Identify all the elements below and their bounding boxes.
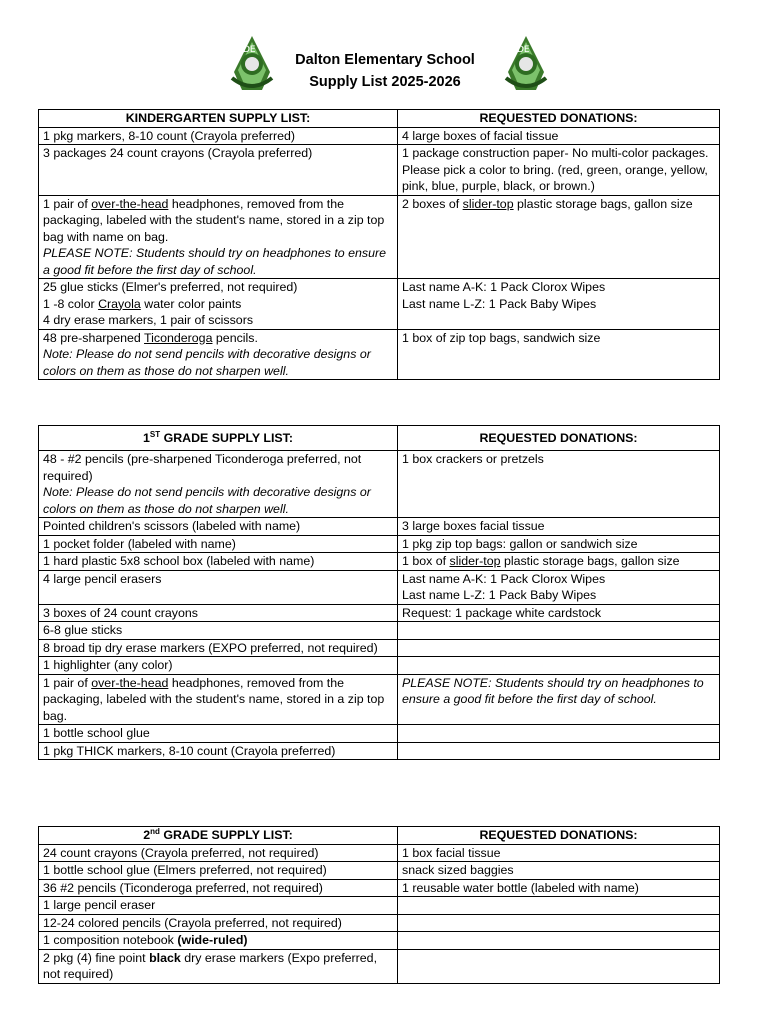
donation-cell: 1 pkg zip top bags: gallon or sandwich size — [398, 535, 720, 553]
table-row — [39, 742, 720, 760]
table-row — [39, 879, 720, 897]
supply-cell: 3 packages 24 count crayons (Crayola preferred) — [39, 145, 398, 196]
kindergarten-supply-header: KINDERGARTEN SUPPLY LIST: — [39, 110, 398, 128]
note-text: Note: Please do not send pencils with decorative designs or colors on them as those do not sharpen well. — [43, 485, 371, 516]
supply-cell: 25 glue sticks (Elmer's preferred, not required) 1 -8 color Crayola water color paints 4 dry erase markers, 1 pair of scissors — [39, 279, 398, 330]
supply-cell: 1 pair of over-the-head headphones, removed from the packaging, labeled with the student's name, stored in a zip top bag. — [39, 674, 398, 725]
donation-cell — [398, 742, 720, 760]
supply-cell: 1 pocket folder (labeled with name) — [39, 535, 398, 553]
table-row — [39, 195, 720, 279]
note-text: PLEASE NOTE: Students should try on headphones to ensure a good fit before the first day of school. — [43, 246, 387, 277]
table-row — [39, 949, 720, 983]
school-name: Dalton Elementary School — [295, 52, 475, 68]
table-row — [39, 862, 720, 880]
donation-cell — [398, 932, 720, 950]
donation-cell — [398, 674, 720, 725]
donation-cell — [398, 639, 720, 657]
kindergarten-supply-table — [38, 109, 720, 380]
table-row — [39, 932, 720, 950]
first-grade-supply-header: 1ST GRADE SUPPLY LIST: — [39, 426, 398, 451]
underlined-term: slider-top — [449, 554, 501, 568]
svg-text:DE: DE — [243, 45, 256, 55]
supply-cell: 1 hard plastic 5x8 school box (labeled with name) — [39, 553, 398, 571]
bold-term: black — [149, 950, 181, 965]
supply-cell: 1 pair of over-the-head headphones, removed from the packaging, labeled with the student's name, stored in a zip top bag with name on bag. PLEASE NOTE: Students should try on headphones to ensure a good fit before the first day of school. — [39, 195, 398, 279]
supply-cell: 1 large pencil eraser — [39, 897, 398, 915]
donation-cell: 1 package construction paper- No multi-color packages. Please pick a color to bring. (red, green, orange, yellow, pink, blue, purple, black, or brown.) — [398, 145, 720, 196]
table-row — [39, 535, 720, 553]
table-row — [39, 725, 720, 743]
table-row — [39, 553, 720, 571]
table-row — [39, 279, 720, 330]
second-grade-supply-header: 2nd GRADE SUPPLY LIST: — [39, 827, 398, 845]
donation-cell — [398, 949, 720, 983]
underlined-term: over-the-head — [91, 675, 169, 690]
second-grade-supply-table — [38, 826, 720, 984]
supply-cell: 3 boxes of 24 count crayons — [39, 604, 398, 622]
document-title: Supply List 2025-2026 — [309, 74, 461, 90]
supply-cell: 6-8 glue sticks — [39, 622, 398, 640]
supply-cell: 12-24 colored pencils (Crayola preferred, not required) — [39, 914, 398, 932]
donation-cell — [398, 914, 720, 932]
supply-cell: 48 - #2 pencils (pre-sharpened Ticonderoga preferred, not required) Note: Please do not send pencils with decorative designs or colors on them as those do not sharpen well. — [39, 451, 398, 518]
donation-cell: Request: 1 package white cardstock — [398, 604, 720, 622]
document-header — [0, 32, 770, 92]
svg-text:DE: DE — [517, 45, 530, 55]
supply-cell: 36 #2 pencils (Ticonderoga preferred, not required) — [39, 879, 398, 897]
supply-cell: 24 count crayons (Crayola preferred, not required) — [39, 844, 398, 862]
table-row — [39, 844, 720, 862]
supply-cell: 2 pkg (4) fine point black dry erase markers (Expo preferred, not required) — [39, 949, 398, 983]
supply-cell: 4 large pencil erasers — [39, 570, 398, 604]
donation-cell: 1 box crackers or pretzels — [398, 451, 720, 518]
donation-cell — [398, 897, 720, 915]
underlined-term: Ticonderoga — [144, 330, 213, 345]
donation-cell — [398, 622, 720, 640]
supply-cell: 1 pkg THICK markers, 8-10 count (Crayola preferred) — [39, 742, 398, 760]
donation-cell: 1 box of slider-top plastic storage bags, gallon size — [398, 553, 720, 571]
first-grade-supply-table — [38, 425, 720, 760]
table-row — [39, 914, 720, 932]
donation-cell: 2 boxes of slider-top plastic storage bags, gallon size — [398, 195, 720, 279]
table-row — [39, 518, 720, 536]
donation-cell — [398, 725, 720, 743]
table-row — [39, 145, 720, 196]
bold-term: (wide-ruled) — [177, 933, 248, 947]
table-row — [39, 329, 720, 380]
underlined-term: slider-top — [462, 196, 514, 211]
donation-cell: 1 box of zip top bags, sandwich size — [398, 329, 720, 380]
kindergarten-donation-header: REQUESTED DONATIONS: — [398, 110, 720, 128]
donation-cell: 1 reusable water bottle (labeled with name) — [398, 879, 720, 897]
table-row — [39, 622, 720, 640]
supply-cell: 1 highlighter (any color) — [39, 657, 398, 675]
donation-cell: Last name A-K: 1 Pack Clorox Wipes Last name L-Z: 1 Pack Baby Wipes — [398, 570, 720, 604]
donation-cell: 1 box facial tissue — [398, 844, 720, 862]
table-row — [39, 604, 720, 622]
note-text: PLEASE NOTE: Students should try on headphones to ensure a good fit before the first day of school. — [402, 675, 704, 706]
supply-cell: Pointed children's scissors (labeled with name) — [39, 518, 398, 536]
table-row — [39, 127, 720, 145]
second-grade-donation-header: REQUESTED DONATIONS: — [398, 827, 720, 845]
donation-cell: 4 large boxes of facial tissue — [398, 127, 720, 145]
underlined-term: Crayola — [98, 296, 141, 311]
donation-cell: 3 large boxes facial tissue — [398, 518, 720, 536]
school-mascot-logo-right — [502, 32, 550, 92]
donation-cell: snack sized baggies — [398, 862, 720, 880]
first-grade-donation-header: REQUESTED DONATIONS: — [398, 426, 720, 451]
table-row — [39, 897, 720, 915]
table-row — [39, 639, 720, 657]
supply-cell: 1 bottle school glue (Elmers preferred, not required) — [39, 862, 398, 880]
donation-cell — [398, 657, 720, 675]
table-row — [39, 657, 720, 675]
supply-cell: 1 pkg markers, 8-10 count (Crayola preferred) — [39, 127, 398, 145]
supply-cell: 48 pre-sharpened Ticonderoga pencils. Note: Please do not send pencils with decorative designs or colors on them as those do not sharpen well. — [39, 329, 398, 380]
table-row — [39, 674, 720, 725]
table-row — [39, 451, 720, 518]
note-text: Note: Please do not send pencils with decorative designs or colors on them as those do not sharpen well. — [43, 347, 371, 378]
supply-cell: 8 broad tip dry erase markers (EXPO preferred, not required) — [39, 639, 398, 657]
table-row — [39, 570, 720, 604]
supply-cell: 1 bottle school glue — [39, 725, 398, 743]
donation-cell: Last name A-K: 1 Pack Clorox Wipes Last name L-Z: 1 Pack Baby Wipes — [398, 279, 720, 330]
underlined-term: over-the-head — [91, 196, 169, 211]
supply-cell: 1 composition notebook (wide-ruled) — [39, 932, 398, 950]
